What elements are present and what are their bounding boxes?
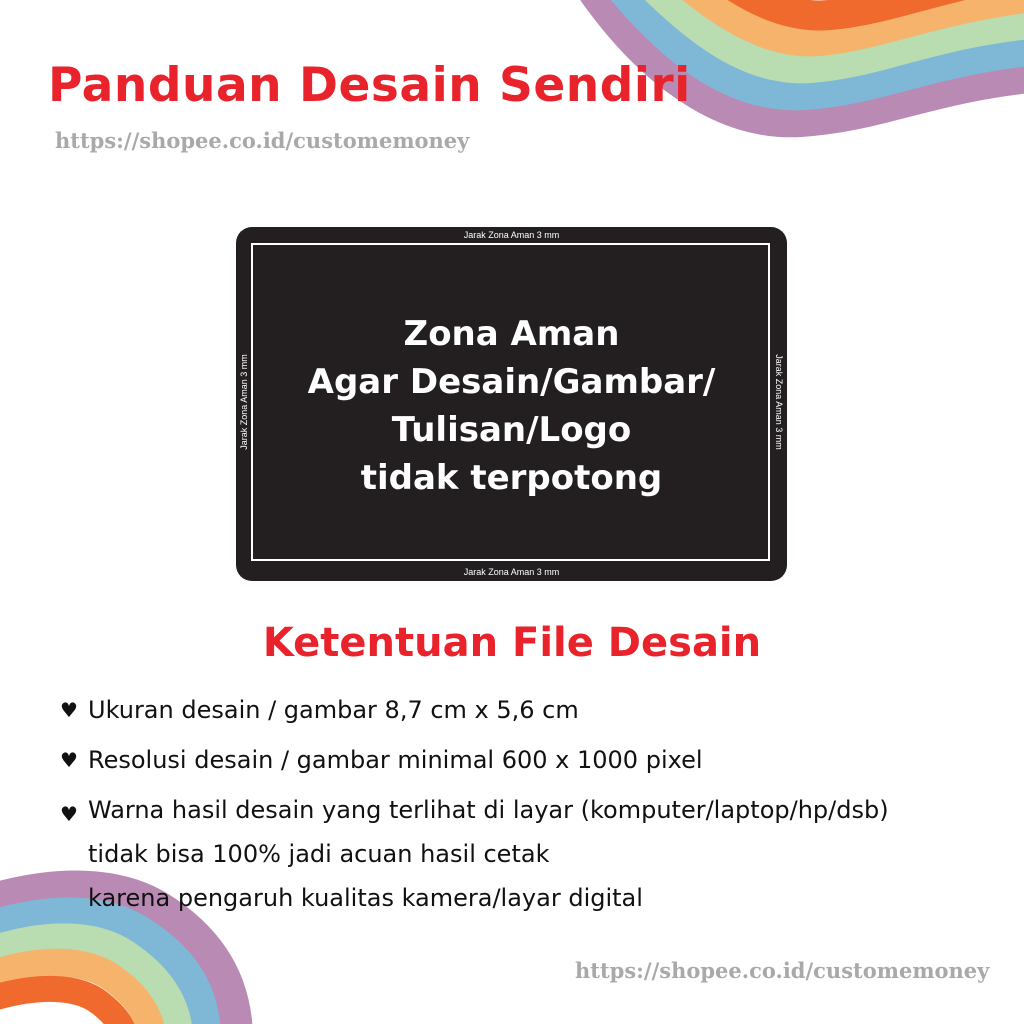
shop-url-bottom: https://shopee.co.id/customemoney xyxy=(575,958,990,983)
page-title: Panduan Desain Sendiri xyxy=(48,58,691,113)
safe-zone-message-line: Agar Desain/Gambar/ xyxy=(307,362,716,402)
rule-item xyxy=(60,788,960,920)
safe-zone-message-line: tidak terpotong xyxy=(360,458,663,498)
safe-margin-label-left: Jarak Zona Aman 3 mm xyxy=(239,354,249,450)
safe-zone-message xyxy=(236,310,787,502)
rule-text: Ukuran desain / gambar 8,7 cm x 5,6 cm xyxy=(88,696,579,724)
rule-text: karena pengaruh kualitas kamera/layar digital xyxy=(88,884,643,912)
safe-margin-label-right: Jarak Zona Aman 3 mm xyxy=(774,354,784,450)
safe-margin-label-bottom: Jarak Zona Aman 3 mm xyxy=(463,567,560,577)
rule-text: Warna hasil desain yang terlihat di layar (komputer/laptop/hp/dsb) xyxy=(88,796,889,824)
rules-list xyxy=(60,688,960,926)
safe-zone-message-line: Tulisan/Logo xyxy=(391,410,632,450)
safe-margin-label-top: Jarak Zona Aman 3 mm xyxy=(463,230,560,240)
shop-url-top: https://shopee.co.id/customemoney xyxy=(55,128,470,153)
rule-item xyxy=(60,738,960,782)
design-template-card xyxy=(236,227,787,581)
rule-text: Resolusi desain / gambar minimal 600 x 1000 pixel xyxy=(88,746,703,774)
rule-text: tidak bisa 100% jadi acuan hasil cetak xyxy=(88,840,550,868)
heart-icon: ♥ xyxy=(60,748,78,772)
safe-zone-message-line: Zona Aman xyxy=(403,314,620,354)
rule-item xyxy=(60,688,960,732)
rules-title: Ketentuan File Desain xyxy=(262,620,762,666)
heart-icon: ♥ xyxy=(60,802,78,826)
heart-icon: ♥ xyxy=(60,698,78,722)
